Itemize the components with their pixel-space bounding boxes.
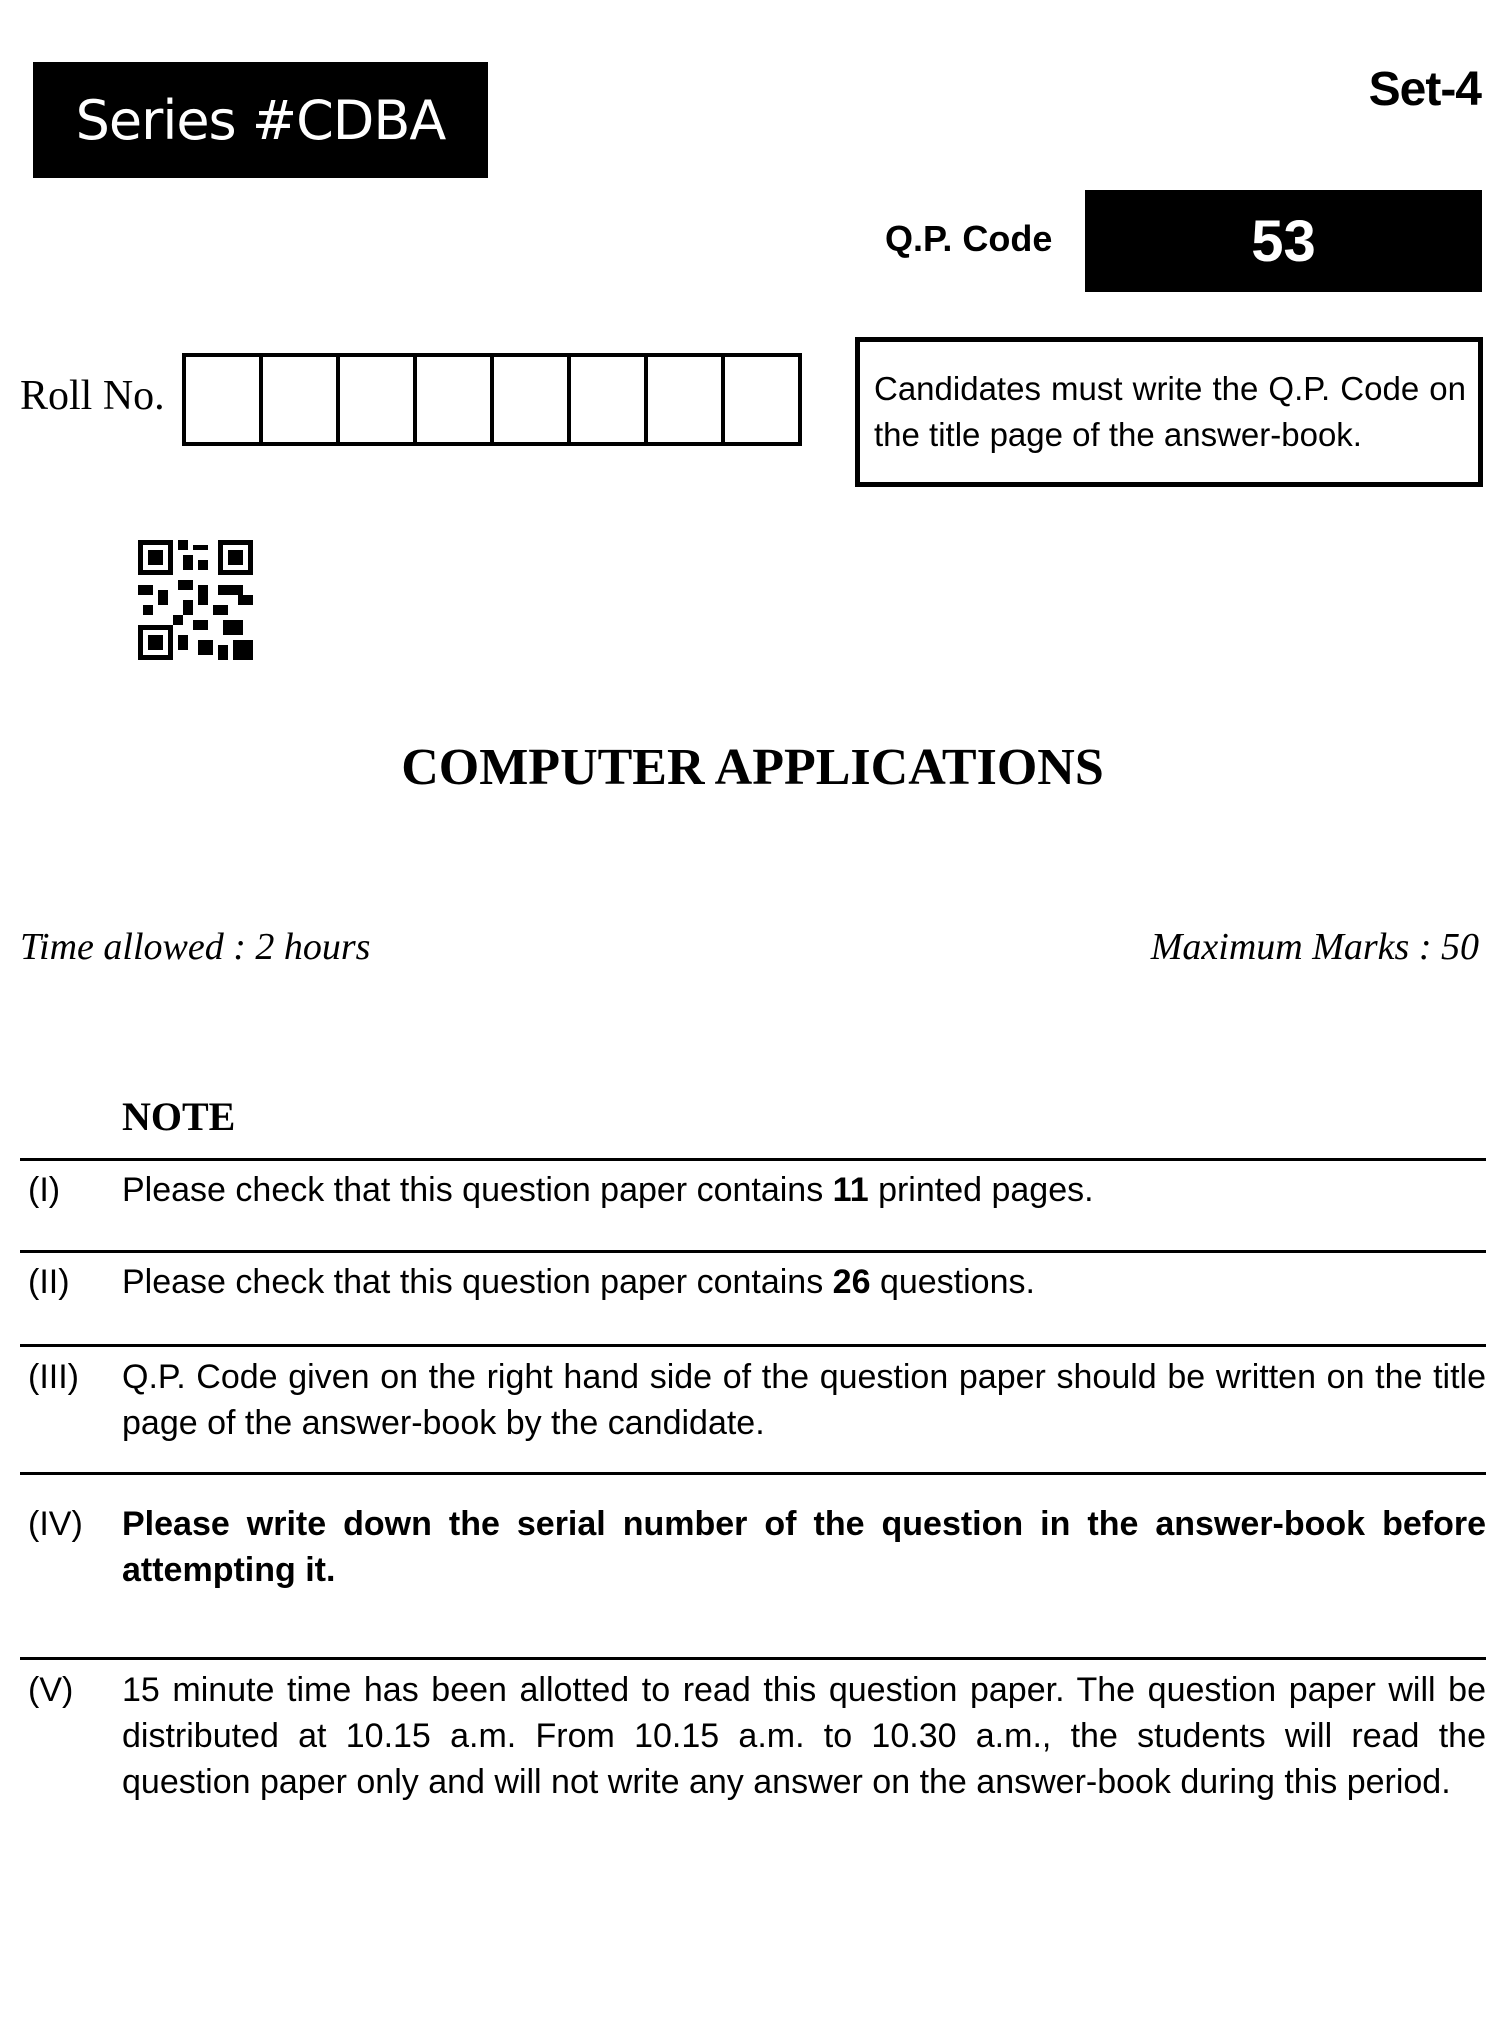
note-item — [20, 1667, 1486, 1805]
divider — [20, 1472, 1486, 1475]
note-item-text — [122, 1167, 1486, 1213]
roll-no-boxes — [182, 353, 802, 446]
bold-text: 11 — [832, 1171, 869, 1209]
roll-no-cell — [571, 357, 648, 442]
set-number: Set-4 — [1368, 63, 1481, 116]
note-item-text — [122, 1259, 1486, 1305]
note-item — [20, 1354, 1486, 1446]
divider — [20, 1158, 1486, 1161]
note-item-number: (III) — [28, 1358, 79, 1396]
qr-code-icon — [138, 540, 253, 660]
series-text: Series #CDBA — [75, 88, 446, 152]
bold-text: 26 — [832, 1263, 871, 1301]
series-label — [33, 62, 488, 178]
roll-no-cell — [725, 357, 798, 442]
divider — [20, 1344, 1486, 1347]
text: Please check that this question paper contains — [122, 1263, 833, 1301]
text: questions. — [870, 1263, 1035, 1301]
roll-no-cell — [340, 357, 417, 442]
qp-code-value: 53 — [1251, 208, 1316, 274]
qp-code-box — [1085, 190, 1482, 292]
note-item-number: (IV) — [28, 1505, 83, 1543]
note-item-text: Q.P. Code given on the right hand side of the question paper should be written on the title page of the answer-book by the candidate. — [122, 1358, 1486, 1442]
roll-no-label: Roll No. — [20, 373, 165, 419]
qp-code-label: Q.P. Code — [885, 218, 1053, 259]
roll-no-cell — [494, 357, 571, 442]
note-item-number: (I) — [28, 1171, 61, 1209]
note-item — [20, 1167, 1486, 1213]
note-item — [20, 1501, 1486, 1593]
text: printed pages. — [868, 1171, 1094, 1209]
maximum-marks: Maximum Marks : 50 — [1150, 926, 1479, 968]
divider — [20, 1657, 1486, 1660]
roll-no-cell — [417, 357, 494, 442]
roll-no-cell — [263, 357, 340, 442]
note-item-text: 15 minute time has been allotted to read this question paper. The question paper will be distributed at 10.15 a.m. From 10.15 a.m. to 10.30 a.m., the students will read the question paper only and will not write any answer on the answer-book during this period. — [122, 1671, 1486, 1801]
note-item-text: Please write down the serial number of the question in the answer-book before attempting it. — [122, 1505, 1486, 1589]
roll-no-cell — [648, 357, 725, 442]
note-heading: NOTE — [122, 1094, 236, 1139]
note-item-number: (V) — [28, 1671, 74, 1709]
note-item — [20, 1259, 1486, 1305]
roll-no-cell — [186, 357, 263, 442]
qp-code-notice: Candidates must write the Q.P. Code on the title page of the answer-book. — [855, 337, 1483, 487]
divider — [20, 1250, 1486, 1253]
note-item-number: (II) — [28, 1263, 70, 1301]
time-allowed: Time allowed : 2 hours — [20, 926, 371, 968]
text: Please check that this question paper contains — [122, 1171, 833, 1209]
subject-title: COMPUTER APPLICATIONS — [401, 739, 1104, 796]
